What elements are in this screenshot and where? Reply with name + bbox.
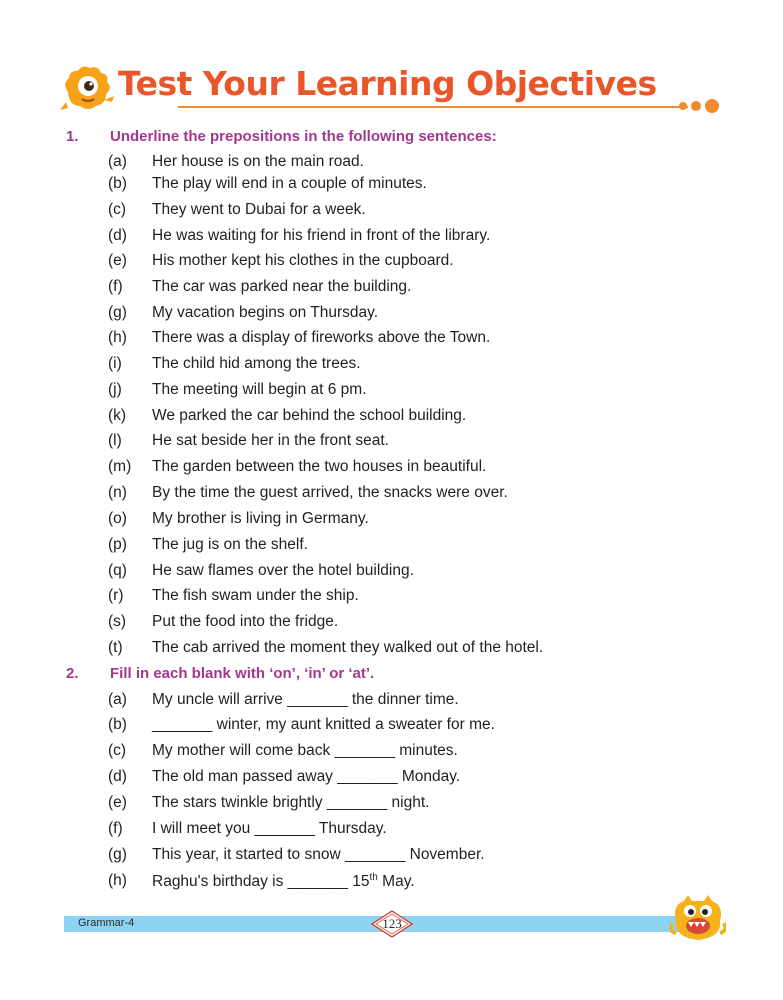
item-sentence: He saw flames over the hotel building. — [152, 562, 414, 579]
item-sentence: His mother kept his clothes in the cupboard. — [152, 252, 454, 269]
item-label: (c) — [108, 742, 127, 759]
question-instruction: Fill in each blank with ‘on’, ‘in’ or ‘at’. — [110, 665, 375, 682]
question-number: 2. — [66, 665, 79, 682]
page-header — [60, 58, 725, 118]
item-sentence: The cab arrived the moment they walked out of the hotel. — [152, 639, 544, 656]
item-label: (b) — [108, 175, 127, 192]
item-sentence: The child hid among the trees. — [152, 355, 361, 372]
item-label: (d) — [108, 768, 127, 785]
item-label: (e) — [108, 794, 127, 811]
item-sentence: The fish swam under the ship. — [152, 587, 359, 604]
item-sentence: My vacation begins on Thursday. — [152, 304, 379, 321]
item-label: (c) — [108, 201, 127, 218]
item-label: (s) — [108, 613, 127, 630]
item-label: (f) — [108, 278, 123, 295]
item-sentence: The meeting will begin at 6 pm. — [152, 381, 367, 398]
monster-mascot-icon — [60, 62, 116, 116]
item-label: (d) — [108, 227, 127, 244]
item-sentence: My uncle will arrive _______ the dinner time. — [152, 691, 459, 708]
ordinal-suffix: th — [369, 872, 378, 883]
item-sentence: By the time the guest arrived, the snacks were over. — [152, 484, 508, 501]
item-label: (o) — [108, 510, 127, 527]
item-sentence: He sat beside her in the front seat. — [152, 432, 389, 449]
item-label: (g) — [108, 846, 127, 863]
item-sentence: He was waiting for his friend in front of the library. — [152, 227, 491, 244]
item-label: (b) — [108, 716, 127, 733]
item-sentence: This year, it started to snow _______ November. — [152, 846, 485, 863]
footer-book-title: Grammar-4 — [78, 917, 135, 929]
item-sentence: My mother will come back _______ minutes. — [152, 742, 458, 759]
item-label: (q) — [108, 562, 127, 579]
item-sentence: The old man passed away _______ Monday. — [152, 768, 461, 785]
item-label: (j) — [108, 381, 122, 398]
item-sentence: They went to Dubai for a week. — [152, 201, 366, 218]
item-label: (m) — [108, 458, 132, 475]
item-sentence — [152, 872, 415, 891]
item-label: (a) — [108, 153, 127, 170]
item-label: (r) — [108, 587, 124, 604]
sentence-part: Raghu's birthday is _______ 15 — [152, 873, 370, 891]
decorative-dots-icon — [675, 98, 725, 114]
item-sentence: My brother is living in Germany. — [152, 510, 369, 527]
item-sentence: The car was parked near the building. — [152, 278, 412, 295]
item-label: (g) — [108, 304, 127, 321]
sentence-part: May. — [377, 873, 415, 891]
item-sentence: Put the food into the fridge. — [152, 613, 339, 630]
item-sentence: The garden between the two houses in beautiful. — [152, 458, 487, 475]
item-label: (n) — [108, 484, 127, 501]
page-title: Test Your Learning Objectives — [118, 64, 657, 103]
item-sentence: We parked the car behind the school building. — [152, 407, 467, 424]
header-rule — [178, 106, 688, 108]
cartoon-monster-icon — [670, 893, 726, 943]
item-sentence: Her house is on the main road. — [152, 153, 364, 170]
item-sentence: _______ winter, my aunt knitted a sweater for me. — [152, 716, 495, 733]
item-sentence: The stars twinkle brightly _______ night. — [152, 794, 430, 811]
item-label: (l) — [108, 432, 122, 449]
item-label: (i) — [108, 355, 122, 372]
question-number: 1. — [66, 128, 79, 145]
item-sentence: There was a display of fireworks above the Town. — [152, 329, 491, 346]
question-instruction: Underline the prepositions in the following sentences: — [110, 128, 497, 145]
item-label: (t) — [108, 639, 123, 656]
page-number: 123 — [382, 916, 402, 931]
item-label: (k) — [108, 407, 127, 424]
item-label: (a) — [108, 691, 127, 708]
item-label: (e) — [108, 252, 127, 269]
item-sentence: The play will end in a couple of minutes. — [152, 175, 427, 192]
item-label: (f) — [108, 820, 123, 837]
item-label: (p) — [108, 536, 127, 553]
item-label: (h) — [108, 329, 127, 346]
item-label: (h) — [108, 872, 127, 889]
item-sentence: I will meet you _______ Thursday. — [152, 820, 387, 837]
item-sentence: The jug is on the shelf. — [152, 536, 308, 553]
